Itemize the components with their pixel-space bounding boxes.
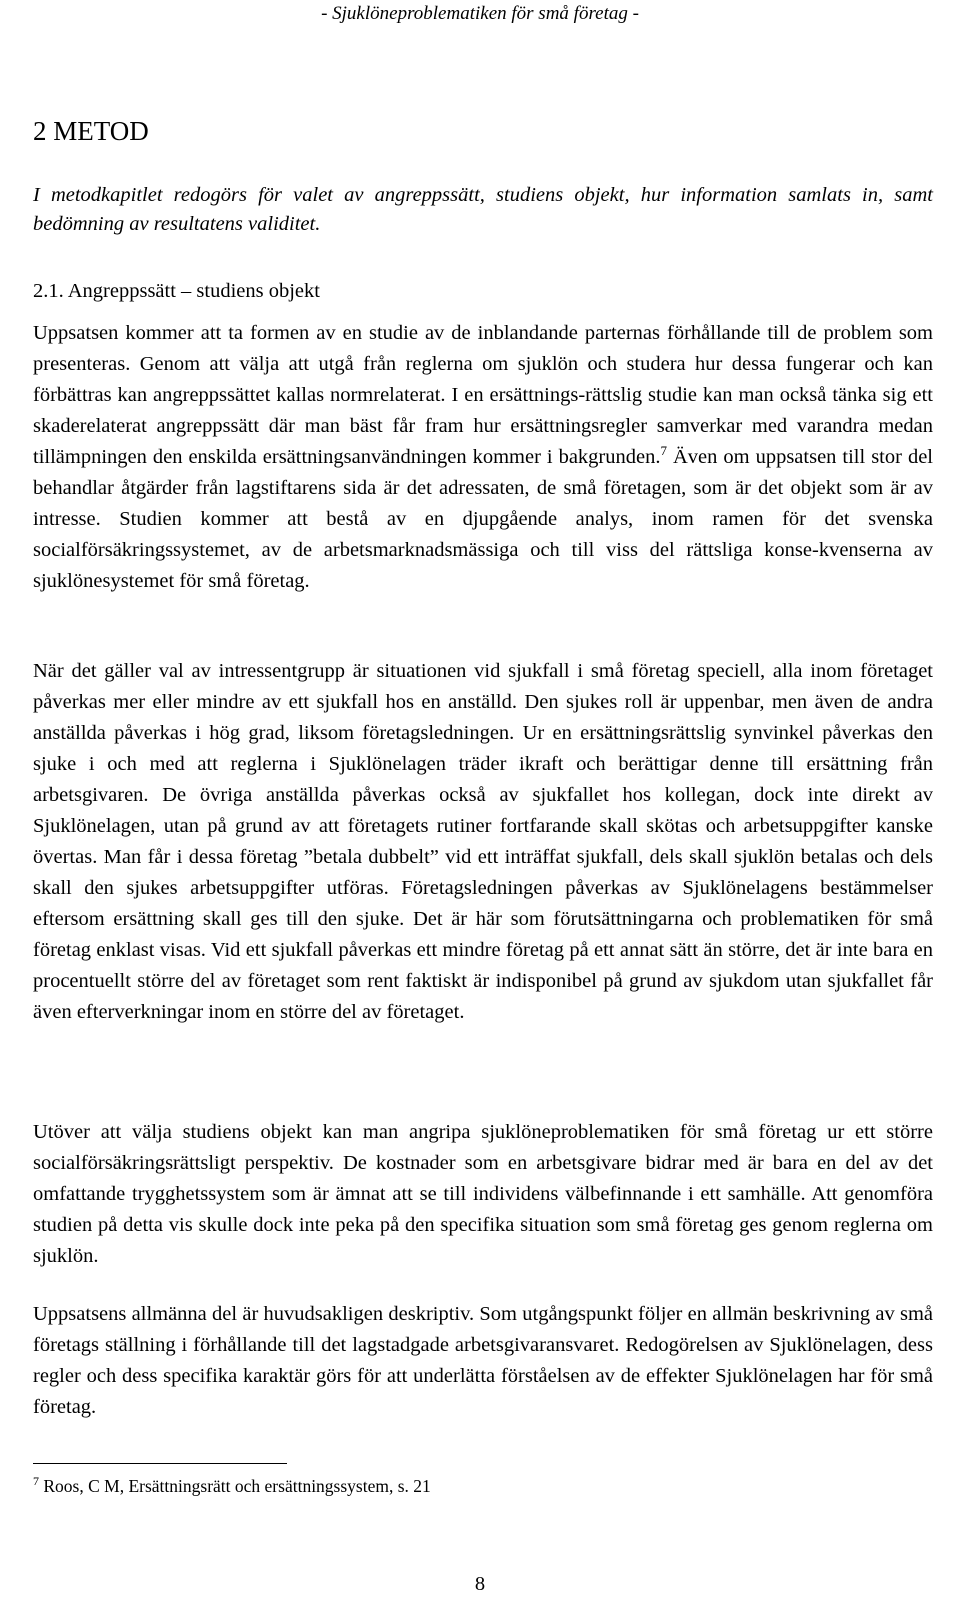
paragraph-1-text-a: Uppsatsen kommer att ta formen av en studie av de inblandande parternas förhållande till de problem som presenteras. Genom att välja att utgå från reglerna om sjuklön och studera hur dessa fungerar och kan förbättras kan angreppssättet kallas normrelaterat. I en ersättnings-rättslig studie kan man också tänka sig ett skaderelaterat angreppssätt där man bäst får fram hur ersättningsregler samverkar med varandra medan tillämpningen den enskilda ersättningsanvändningen kommer i bakgrunden. <box>33 322 933 468</box>
paragraph-3: Utöver att välja studiens objekt kan man angripa sjuklöneproblematiken för små företag ur ett större socialförsäkringsrättsligt perspektiv. De kostnader som en arbetsgivare bidrar med är bara en del av det omfattande trygghetssystem som är ämnat att se till individens välbefinnande i ett samhälle. Att genomföra studien på detta vis skulle dock inte peka på den specifika situation som små företag ges genom reglerna om sjuklön. <box>33 1121 933 1267</box>
footnote-number: 7 <box>33 1474 39 1489</box>
footnote <box>33 1473 933 1499</box>
paragraph-4: Uppsatsens allmänna del är huvudsakligen deskriptiv. Som utgångspunkt följer en allmän beskrivning av små företags ställning i förhållande till det lagstadgade arbetsgivaransvaret. Redogörelsen av Sjuklönelagen, dess regler och dess specifika karaktär görs för att underlätta förståelsen av de effekter Sjuklönelagen har för små företag. <box>33 1303 933 1418</box>
footnote-reference[interactable]: 7 <box>660 443 667 459</box>
section-title: 2.1. Angreppssätt – studiens objekt <box>33 280 320 302</box>
page-number: 8 <box>474 1573 486 1595</box>
paragraph-2: När det gäller val av intressentgrupp är situationen vid sjukfall i små företag speciell, alla inom företaget påverkas mer eller mindre av ett sjukfall hos en anställd. Den sjukes roll är uppenbar, men även de andra anställda påverkas i hög grad, liksom företagsledningen. Ur en ersättningsrättslig synvinkel påverkas den sjuke i och med att reglerna i Sjuklönelagen träder ikraft och berättigar denne till ersättning från arbetsgivaren. De övriga anställda påverkas också av sjukfallet hos kollegan, dock inte direkt av Sjuklönelagen, utan på grund av att företagets rutiner fortfarande skall skötas och arbetsuppgifter kanske övertas. Man får i dessa företag ”betala dubbelt” vid ett inträffat sjukfall, dels skall sjuklön betalas och dels skall den sjukes arbetsuppgifter utföras. Företagsledningen påverkas av Sjuklönelagens bestämmelser eftersom ersättning skall ges till den sjuke. Det är här som förutsättningarna och problematiken för små företag enklast visas. Vid ett sjukfall påverkas ett mindre företag på ett annat sätt än större, det är inte bara en procentuellt större del av företaget som rent faktiskt är indisponibel på grund av sjukdom utan sjukfallet får även efterverkningar inom en större del av företaget. <box>33 660 933 1023</box>
running-header: - Sjuklöneproblematiken för små företag - <box>321 3 639 24</box>
footnote-text: Roos, C M, Ersättningsrätt och ersättningssystem, s. 21 <box>39 1476 431 1496</box>
footnote-divider <box>33 1463 287 1464</box>
paragraph-1 <box>33 318 933 597</box>
paragraph-1-text-b: Även om uppsatsen till stor del behandlar åtgärder från lagstiftarens sida är det adressaten, de små företagen, som är det objekt som är av intresse. Studien kommer att bestå av en djupgående analys, inom ramen för det svenska socialförsäkringssystemet, av de arbetsmarknadsmässiga och till viss del rättsliga konse-kvenserna av sjuklönesystemet för små företag. <box>33 446 933 592</box>
chapter-title: 2 METOD <box>33 116 149 146</box>
chapter-intro: I metodkapitlet redogörs för valet av angreppssätt, studiens objekt, hur information samlats in, samt bedömning av resultatens validitet. <box>33 184 933 235</box>
